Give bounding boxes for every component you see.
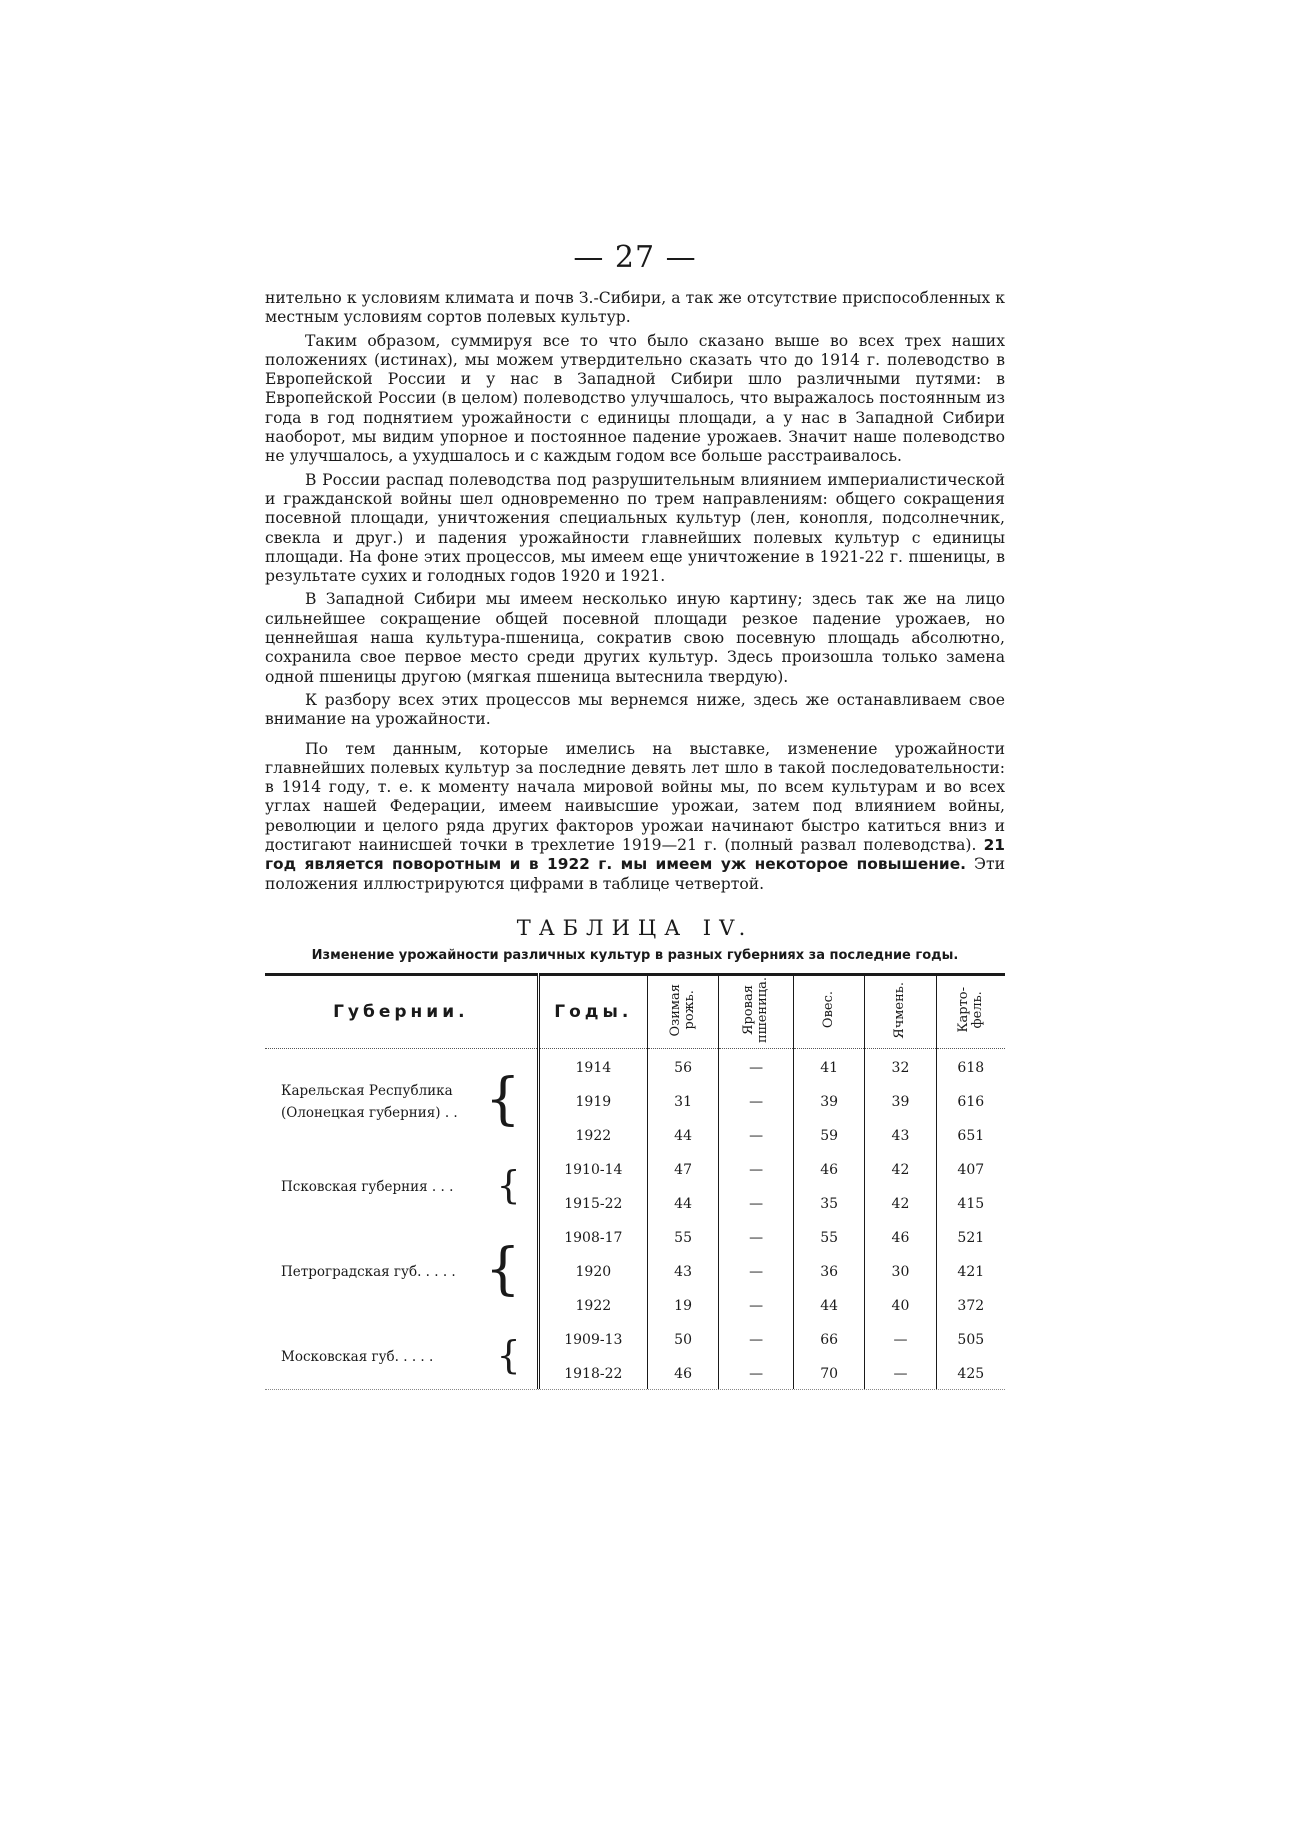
year-cell: 1910-14 <box>538 1151 647 1185</box>
governorate-cell <box>265 1321 538 1389</box>
header-winter-rye-label: Озимая рожь. <box>668 983 698 1037</box>
wheat-cell: — <box>719 1151 794 1185</box>
barley-cell: 42 <box>865 1185 936 1219</box>
governorate-cell <box>265 1219 538 1321</box>
rye-cell: 31 <box>647 1083 718 1117</box>
oats-cell: 59 <box>794 1117 865 1151</box>
barley-cell: 39 <box>865 1083 936 1117</box>
rye-cell: 43 <box>647 1253 718 1287</box>
wheat-cell: — <box>719 1048 794 1083</box>
barley-cell: — <box>865 1321 936 1355</box>
table-row <box>265 1219 1005 1253</box>
brace-icon: { <box>496 1162 521 1207</box>
rye-cell: 47 <box>647 1151 718 1185</box>
rye-cell: 56 <box>647 1048 718 1083</box>
brace-icon: { <box>485 1066 521 1132</box>
barley-cell: 40 <box>865 1287 936 1321</box>
paragraph: К разбору всех этих процессов мы вернемся ниже, здесь же останавливаем свое внимание на урожайности. <box>265 690 1005 729</box>
header-spring-wheat-label: Яровая пшеница. <box>741 976 771 1043</box>
conclusion-bold-text: 21 год является поворотным и в 1922 г. мы имеем уж некоторое повышение. <box>265 836 1005 874</box>
potatoes-cell: 372 <box>936 1287 1005 1321</box>
wheat-cell: — <box>719 1185 794 1219</box>
year-cell: 1915-22 <box>538 1185 647 1219</box>
oats-cell: 36 <box>794 1253 865 1287</box>
wheat-cell: — <box>719 1321 794 1355</box>
table-title: ТАБЛИЦА IV. <box>516 915 754 940</box>
year-cell: 1918-22 <box>538 1355 647 1389</box>
header-barley-label: Ячмень. <box>892 981 908 1039</box>
oats-cell: 66 <box>794 1321 865 1355</box>
potatoes-cell: 651 <box>936 1117 1005 1151</box>
table-row <box>265 1048 1005 1083</box>
header-oats-label: Овес. <box>821 991 837 1029</box>
potatoes-cell: 415 <box>936 1185 1005 1219</box>
header-governorate: Губернии. <box>265 974 538 1048</box>
table-bottom-edge <box>265 1389 1005 1406</box>
table-row <box>265 1151 1005 1185</box>
potatoes-cell: 618 <box>936 1048 1005 1083</box>
potatoes-cell: 521 <box>936 1219 1005 1253</box>
wheat-cell: — <box>719 1253 794 1287</box>
rye-cell: 46 <box>647 1355 718 1389</box>
paragraph: Таким образом, суммируя все то что было сказано выше во всех трех наших положениях (истинах), мы можем утвердительно сказать что до 1914 г. полеводство в Европейской России и у нас в Западной Сибири шло различными путями: в Европейской России (в целом) полеводство улучшалось, что выражалось постоянным из года в год поднятием урожайности с единицы площади, а у нас в Западной Сибири наоборот, мы видим упорное и постоянное падение урожаев. Значит наше полеводство не улучшалось, а ухудшалось и с каждым годом все больше расстраивалось. <box>265 331 1005 466</box>
header-spring-wheat <box>719 974 794 1048</box>
oats-cell: 35 <box>794 1185 865 1219</box>
header-years: Годы. <box>538 974 647 1048</box>
paragraph-conclusion <box>265 740 1005 894</box>
year-cell: 1922 <box>538 1117 647 1151</box>
governorate-name: (Олонецкая губерния) . . <box>281 1104 458 1121</box>
wheat-cell: — <box>719 1355 794 1389</box>
brace-icon: { <box>496 1332 521 1377</box>
brace-icon: { <box>485 1236 521 1302</box>
year-cell: 1914 <box>538 1048 647 1083</box>
year-cell: 1922 <box>538 1287 647 1321</box>
header-potatoes <box>936 974 1005 1048</box>
oats-cell: 44 <box>794 1287 865 1321</box>
barley-cell: 42 <box>865 1151 936 1185</box>
governorate-cell <box>265 1151 538 1219</box>
conclusion-text-end: Эти положения иллюстрируются цифрами в таблице четвертой. <box>265 855 1005 893</box>
wheat-cell: — <box>719 1219 794 1253</box>
header-oats <box>794 974 865 1048</box>
barley-cell: 32 <box>865 1048 936 1083</box>
wheat-cell: — <box>719 1287 794 1321</box>
header-potatoes-label: Карто- фель. <box>955 987 985 1033</box>
paragraph: В Западной Сибири мы имеем несколько иную картину; здесь так же на лицо сильнейшее сокращение общей посевной площади резкое падение урожаев, но ценнейшая наша культура-пшеница, сократив свою посевную площадь абсолютно, сохранила свое первое место среди других культур. Здесь произошла только замена одной пшеницы другою (мягкая пшеница вытеснила твердую). <box>265 590 1005 686</box>
wheat-cell: — <box>719 1083 794 1117</box>
page-number: — 27 — <box>573 240 697 275</box>
potatoes-cell: 421 <box>936 1253 1005 1287</box>
year-cell: 1908-17 <box>538 1219 647 1253</box>
oats-cell: 70 <box>794 1355 865 1389</box>
potatoes-cell: 425 <box>936 1355 1005 1389</box>
barley-cell: — <box>865 1355 936 1389</box>
header-winter-rye <box>647 974 718 1048</box>
year-cell: 1920 <box>538 1253 647 1287</box>
document-page <box>265 240 1005 1406</box>
rye-cell: 44 <box>647 1117 718 1151</box>
governorate-name: Петроградская губ. . . . . <box>281 1263 456 1280</box>
governorate-name: Псковская губерния . . . <box>281 1178 454 1195</box>
header-barley <box>865 974 936 1048</box>
governorate-cell <box>265 1048 538 1151</box>
table-caption: Изменение урожайности различных культур в разных губерниях за последние годы. <box>311 947 959 963</box>
governorate-name: Карельская Республика <box>281 1082 453 1099</box>
yield-table <box>265 973 1005 1389</box>
wheat-cell: — <box>719 1117 794 1151</box>
oats-cell: 41 <box>794 1048 865 1083</box>
paragraph: нительно к условиям климата и почв З.-Сибири, а так же отсутствие приспособленных к местным условиям сортов полевых культур. <box>265 289 1005 327</box>
oats-cell: 55 <box>794 1219 865 1253</box>
potatoes-cell: 616 <box>936 1083 1005 1117</box>
governorate-name: Московская губ. . . . . <box>281 1348 434 1365</box>
rye-cell: 50 <box>647 1321 718 1355</box>
barley-cell: 43 <box>865 1117 936 1151</box>
oats-cell: 46 <box>794 1151 865 1185</box>
potatoes-cell: 407 <box>936 1151 1005 1185</box>
table-header-row <box>265 974 1005 1048</box>
paragraph: В России распад полеводства под разрушительным влиянием империалистической и гражданской войны шел одновременно по трем направлениям: общего сокращения посевной площади, уничтожения специальных культур (лен, конопля, подсолнечник, свекла и друг.) и падения урожайности главнейших полевых культур с единицы площади. На фоне этих процессов, мы имеем еще уничтожение в 1921-22 г. пшеницы, в результате сухих и голодных годов 1920 и 1921. <box>265 470 1005 586</box>
rye-cell: 44 <box>647 1185 718 1219</box>
potatoes-cell: 505 <box>936 1321 1005 1355</box>
barley-cell: 46 <box>865 1219 936 1253</box>
rye-cell: 55 <box>647 1219 718 1253</box>
conclusion-text: По тем данным, которые имелись на выставке, изменение урожайности главнейших полевых культур за последние девять лет шло в такой последовательности: в 1914 году, т. е. к моменту начала мировой войны мы, по всем культурам и во всех углах нашей Федерации, имеем наивысшие урожаи, затем под влиянием войны, революции и целого ряда других факторов урожаи начинают быстро катиться вниз и достигают наинисшей точки в трехлетие 1919—21 г. (полный развал полеводства). <box>265 739 1005 855</box>
oats-cell: 39 <box>794 1083 865 1117</box>
year-cell: 1909-13 <box>538 1321 647 1355</box>
rye-cell: 19 <box>647 1287 718 1321</box>
barley-cell: 30 <box>865 1253 936 1287</box>
year-cell: 1919 <box>538 1083 647 1117</box>
table-row <box>265 1321 1005 1355</box>
